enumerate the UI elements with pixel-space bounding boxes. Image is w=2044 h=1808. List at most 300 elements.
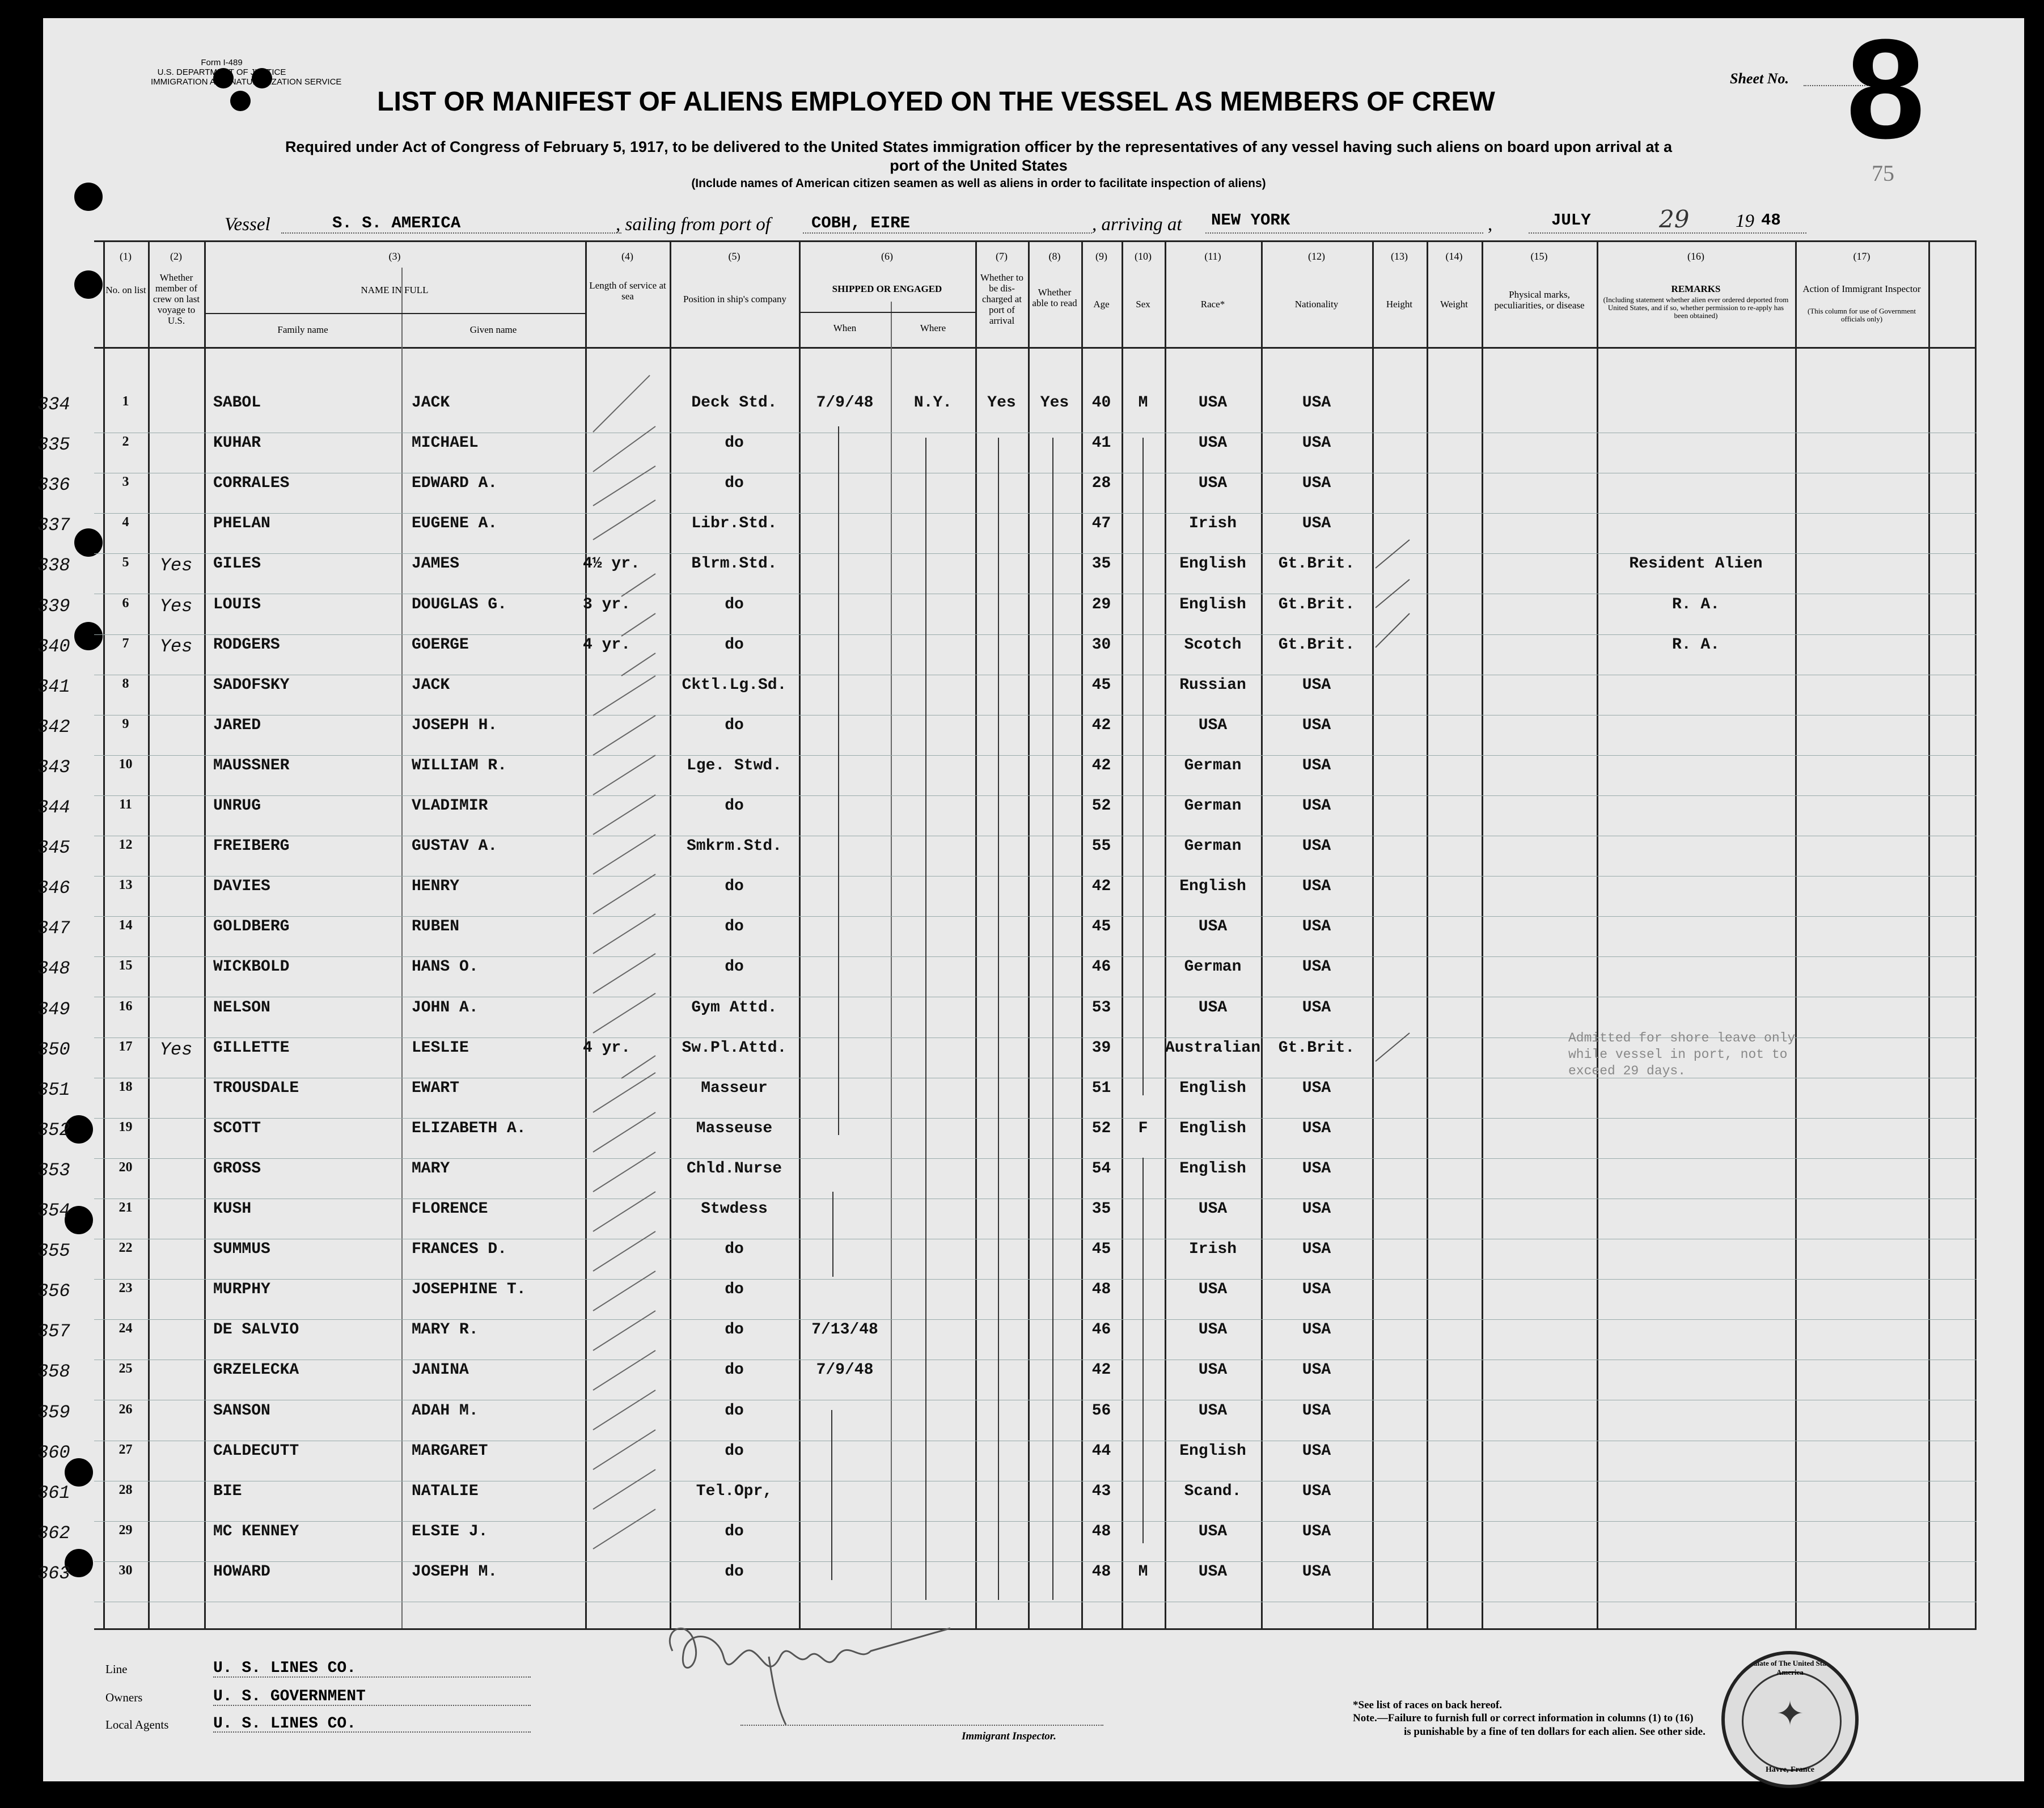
cell-race: USA <box>1198 1563 1228 1581</box>
port-from-blank <box>803 232 1092 234</box>
port-to-blank <box>1205 232 1483 234</box>
cell-race: German <box>1184 837 1242 856</box>
eagle-icon: ✦ <box>1775 1695 1805 1733</box>
col-line <box>148 240 150 1629</box>
col-head-family: Family name <box>277 324 328 335</box>
col-line <box>585 240 587 1629</box>
cell-age: 47 <box>1091 515 1111 533</box>
col-head-shipped: SHIPPED OR ENGAGED <box>832 283 942 294</box>
seal-city: Havre, France <box>1765 1765 1815 1774</box>
cell-remarks: Resident Alien <box>1629 555 1763 573</box>
cell-position: do <box>725 1240 744 1259</box>
cell-age: 56 <box>1091 1401 1111 1420</box>
cell-no: 1 <box>122 394 129 409</box>
cell-age: 42 <box>1091 756 1111 774</box>
cell-no: 17 <box>119 1039 133 1054</box>
owners-label: Owners <box>105 1691 143 1704</box>
col-num-11: (11) <box>1204 251 1221 262</box>
ditto-mark <box>1142 438 1144 1095</box>
cell-family: FREIBERG <box>213 837 290 856</box>
cell-service: 3 yr. <box>583 595 631 613</box>
races-note: *See list of races on back hereof. <box>1353 1699 1502 1711</box>
cell-position: do <box>725 918 744 936</box>
col-head-discharged: Whether to be dis-charged at port of arrival <box>980 272 1023 326</box>
cell-race: English <box>1179 1119 1246 1137</box>
punch-hole <box>74 270 103 299</box>
cell-given: JACK <box>412 676 450 694</box>
cell-race: USA <box>1198 1401 1228 1420</box>
cell-left: 343 <box>37 756 70 778</box>
cell-position: do <box>725 1522 744 1540</box>
cell-nationality: USA <box>1302 1401 1331 1420</box>
col-num-12: (12) <box>1308 251 1325 262</box>
cell-service: 4 yr. <box>583 636 631 654</box>
inspector-signature <box>655 1583 1007 1730</box>
ditto-mark <box>838 426 839 1135</box>
punch-hole <box>74 622 103 650</box>
cell-position: Smkrm.Std. <box>686 837 782 856</box>
punch-hole <box>74 528 103 557</box>
cell-age: 39 <box>1091 1039 1111 1057</box>
col-head-no: No. on list <box>105 285 146 295</box>
cell-family: JARED <box>213 716 261 734</box>
cell-family: RODGERS <box>213 636 280 654</box>
col-line <box>1122 240 1123 1629</box>
cell-where: N.Y. <box>913 394 953 412</box>
cell-left: 353 <box>37 1159 70 1181</box>
col-head-sex: Sex <box>1136 299 1150 310</box>
cell-given: JAMES <box>412 555 460 573</box>
header-bottom-border <box>94 347 1977 349</box>
cell-service: 4 yr. <box>583 1039 631 1057</box>
cell-nationality: USA <box>1302 1522 1331 1540</box>
col-num-7: (7) <box>996 251 1008 262</box>
vessel-name: S. S. AMERICA <box>332 214 461 232</box>
cell-no: 12 <box>119 837 133 853</box>
col-head-where: Where <box>920 323 946 333</box>
cell-position: Masseur <box>701 1079 768 1097</box>
col-num-13: (13) <box>1391 251 1408 262</box>
col-head-age: Age <box>1093 299 1110 310</box>
cell-given: VLADIMIR <box>412 797 488 815</box>
cell-given: GUSTAV A. <box>412 837 498 856</box>
cell-when: 7/9/48 <box>816 394 874 412</box>
cell-race: USA <box>1198 918 1228 936</box>
cell-no: 13 <box>119 878 133 893</box>
cell-left: 349 <box>37 998 70 1020</box>
manifest-sheet <box>37 10 2024 1781</box>
cell-race: English <box>1179 1159 1246 1178</box>
cell-age: 28 <box>1091 475 1111 493</box>
cell-no: 3 <box>122 475 129 490</box>
cell-race: English <box>1179 1079 1246 1097</box>
cell-age: 46 <box>1091 1321 1111 1339</box>
row-rule <box>94 513 1977 514</box>
cell-left: 350 <box>37 1039 70 1060</box>
col-num-16: (16) <box>1687 251 1704 262</box>
row-rule <box>94 1158 1977 1159</box>
cell-left: 347 <box>37 918 70 939</box>
seal-text: Consulate of The United States of America <box>1737 1659 1843 1676</box>
ditto-mark <box>1142 1158 1144 1543</box>
cell-nationality: Gt.Brit. <box>1278 555 1355 573</box>
cell-no: 23 <box>119 1281 133 1296</box>
cell-given: HANS O. <box>412 958 479 976</box>
cell-family: MAUSSNER <box>213 756 290 774</box>
cell-left: 334 <box>37 394 70 415</box>
form-department: U.S. DEPARTMENT OF JUSTICE <box>157 67 286 77</box>
cell-age: 48 <box>1091 1281 1111 1299</box>
year-prefix: 19 <box>1736 211 1754 231</box>
cell-no: 18 <box>119 1079 133 1094</box>
col-num-4: (4) <box>621 251 633 262</box>
cell-position: do <box>725 958 744 976</box>
cell-nationality: USA <box>1302 434 1331 452</box>
row-rule <box>94 876 1977 877</box>
cell-no: 7 <box>122 636 129 651</box>
cell-family: MURPHY <box>213 1281 270 1299</box>
cell-left: 362 <box>37 1522 70 1544</box>
cell-family: GRZELECKA <box>213 1361 299 1379</box>
cell-race: Irish <box>1188 1240 1237 1259</box>
cell-race: German <box>1184 797 1242 815</box>
cell-family: UNRUG <box>213 797 261 815</box>
cell-nationality: Gt.Brit. <box>1278 1039 1355 1057</box>
cell-read: Yes <box>1040 394 1069 412</box>
cell-given: JOSEPH M. <box>412 1563 498 1581</box>
col-line <box>1928 240 1930 1629</box>
cell-no: 28 <box>119 1482 133 1497</box>
cell-family: SUMMUS <box>213 1240 270 1259</box>
cell-prev: Yes <box>159 1039 193 1060</box>
cell-given: FRANCES D. <box>412 1240 507 1259</box>
cell-family: SADOFSKY <box>213 676 290 694</box>
cell-age: 45 <box>1091 1240 1111 1259</box>
col-num-14: (14) <box>1445 251 1463 262</box>
cell-race: English <box>1179 878 1246 896</box>
cell-no: 16 <box>119 998 133 1014</box>
cell-position: Blrm.Std. <box>691 555 777 573</box>
line-value: U. S. LINES CO. <box>213 1659 357 1677</box>
cell-position: do <box>725 797 744 815</box>
col-line <box>1028 240 1030 1629</box>
arriving-label: , arriving at <box>1092 214 1182 235</box>
cell-given: DOUGLAS G. <box>412 595 507 613</box>
col-head-remarks-sub: (Including statement whether alien ever ordered deported from United States, and if so, whether permission to re-apply has been obtained) <box>1603 295 1789 320</box>
cell-left: 345 <box>37 837 70 859</box>
consulate-seal <box>1721 1651 1859 1788</box>
cell-no: 27 <box>119 1442 133 1457</box>
cell-family: GROSS <box>213 1159 261 1178</box>
ditto-mark <box>832 1192 833 1277</box>
cell-position: Stwdess <box>701 1200 768 1218</box>
cell-when: 7/13/48 <box>811 1321 878 1339</box>
cell-given: NATALIE <box>412 1482 479 1500</box>
cell-race: USA <box>1198 475 1228 493</box>
cell-race: USA <box>1198 1200 1228 1218</box>
punch-hole <box>74 183 103 211</box>
col-head-read: Whether able to read <box>1032 287 1077 308</box>
cell-age: 35 <box>1091 555 1111 573</box>
cell-no: 21 <box>119 1200 133 1215</box>
form-number: Form I-489 <box>201 58 243 67</box>
ditto-mark <box>831 1410 832 1580</box>
cell-race: USA <box>1198 998 1228 1017</box>
cell-given: MARGARET <box>412 1442 488 1460</box>
subtitle-line-2: port of the United States <box>890 157 1068 174</box>
cell-race: Scand. <box>1184 1482 1242 1500</box>
shore-leave-line-2: while vessel in port, not to <box>1568 1047 1788 1062</box>
row-rule <box>94 553 1977 554</box>
vessel-blank <box>281 232 621 234</box>
cell-prev: Yes <box>159 636 193 657</box>
cell-nationality: USA <box>1302 878 1331 896</box>
col-line <box>1975 240 1977 1629</box>
cell-left: 337 <box>37 515 70 536</box>
cell-left: 352 <box>37 1119 70 1141</box>
cell-age: 41 <box>1091 434 1111 452</box>
cell-left: 354 <box>37 1200 70 1221</box>
cell-nationality: USA <box>1302 515 1331 533</box>
cell-family: BIE <box>213 1482 242 1500</box>
shore-leave-line-3: exceed 29 days. <box>1568 1064 1686 1078</box>
cell-position: Deck Std. <box>691 394 777 412</box>
arrival-month: JULY <box>1551 211 1591 230</box>
cell-age: 48 <box>1091 1522 1111 1540</box>
cell-no: 9 <box>122 716 129 731</box>
col-head-when: When <box>833 323 857 333</box>
cell-race: USA <box>1198 394 1228 412</box>
cell-race: USA <box>1198 1281 1228 1299</box>
cell-given: ADAH M. <box>412 1401 479 1420</box>
cell-left: 356 <box>37 1281 70 1302</box>
cell-race: Irish <box>1188 515 1237 533</box>
cell-left: 358 <box>37 1361 70 1383</box>
cell-family: CORRALES <box>213 475 290 493</box>
cell-position: do <box>725 1281 744 1299</box>
cell-family: GOLDBERG <box>213 918 290 936</box>
col-head-weight: Weight <box>1440 299 1468 310</box>
cell-age: 52 <box>1091 1119 1111 1137</box>
cell-given: WILLIAM R. <box>412 756 507 774</box>
form-service: IMMIGRATION AND NATURALIZATION SERVICE <box>151 77 342 87</box>
cell-race: USA <box>1198 1522 1228 1540</box>
cell-nationality: USA <box>1302 797 1331 815</box>
cell-no: 10 <box>119 756 133 772</box>
cell-left: 359 <box>37 1401 70 1423</box>
cell-position: Tel.Opr, <box>696 1482 773 1500</box>
cell-position: do <box>725 1442 744 1460</box>
cell-family: WICKBOLD <box>213 958 290 976</box>
cell-position: Cktl.Lg.Sd. <box>682 676 787 694</box>
cell-race: English <box>1179 595 1246 613</box>
cell-given: MARY <box>412 1159 450 1178</box>
cell-given: EDWARD A. <box>412 475 498 493</box>
year-suffix: 48 <box>1761 211 1781 230</box>
cell-race: English <box>1179 1442 1246 1460</box>
agents-value: U. S. LINES CO. <box>213 1715 357 1733</box>
cell-given: JOSEPHINE T. <box>412 1281 526 1299</box>
cell-race: Australian <box>1165 1039 1261 1057</box>
cell-family: TROUSDALE <box>213 1079 299 1097</box>
cell-position: do <box>725 878 744 896</box>
cell-nationality: USA <box>1302 1482 1331 1500</box>
cell-family: PHELAN <box>213 515 270 533</box>
col-num-5: (5) <box>728 251 740 262</box>
cell-age: 45 <box>1091 676 1111 694</box>
cell-race: German <box>1184 958 1242 976</box>
cell-nationality: Gt.Brit. <box>1278 636 1355 654</box>
cell-left: 342 <box>37 716 70 738</box>
inspector-label: Immigrant Inspector. <box>962 1730 1056 1742</box>
col-num-2: (2) <box>170 251 182 262</box>
cell-nationality: USA <box>1302 918 1331 936</box>
cell-given: LESLIE <box>412 1039 469 1057</box>
shipped-sub-divider <box>799 312 975 313</box>
page-title: LIST OR MANIFEST OF ALIENS EMPLOYED ON THE VESSEL AS MEMBERS OF CREW <box>377 87 1495 117</box>
cell-no: 19 <box>119 1119 133 1134</box>
cell-nationality: USA <box>1302 958 1331 976</box>
cell-age: 35 <box>1091 1200 1111 1218</box>
cell-left: 341 <box>37 676 70 697</box>
cell-sex: M <box>1138 394 1148 412</box>
cell-age: 42 <box>1091 878 1111 896</box>
cell-race: Russian <box>1179 676 1246 694</box>
line-label: Line <box>105 1662 128 1676</box>
cell-race: USA <box>1198 1321 1228 1339</box>
cell-left: 360 <box>37 1442 70 1463</box>
cell-race: English <box>1179 555 1246 573</box>
cell-age: 45 <box>1091 918 1111 936</box>
cell-position: do <box>725 434 744 452</box>
cell-given: ELSIE J. <box>412 1522 488 1540</box>
cell-nationality: USA <box>1302 475 1331 493</box>
cell-nationality: USA <box>1302 676 1331 694</box>
cell-given: EUGENE A. <box>412 515 498 533</box>
cell-position: do <box>725 636 744 654</box>
cell-position: Gym Attd. <box>691 998 777 1017</box>
cell-race: Scotch <box>1184 636 1242 654</box>
cell-nationality: USA <box>1302 1200 1331 1218</box>
col-num-15: (15) <box>1530 251 1548 262</box>
cell-no: 15 <box>119 958 133 973</box>
cell-left: 338 <box>37 555 70 577</box>
cell-nationality: Gt.Brit. <box>1278 595 1355 613</box>
cell-nationality: USA <box>1302 998 1331 1017</box>
row-rule <box>94 956 1977 957</box>
port-from: COBH, EIRE <box>811 214 911 232</box>
col-head-action-sub: (This column for use of Government officials only) <box>1808 307 1916 323</box>
cell-left: 346 <box>37 878 70 899</box>
col-line <box>975 240 977 1629</box>
col-line <box>1482 240 1483 1629</box>
row-rule <box>94 755 1977 756</box>
cell-remarks: R. A. <box>1671 595 1720 613</box>
cell-prev: Yes <box>159 595 193 617</box>
row-rule <box>94 1279 1977 1280</box>
cell-left: 351 <box>37 1079 70 1100</box>
subtitle-line-1: Required under Act of Congress of February 5, 1917, to be delivered to the United States immigration officer by the representatives of any vessel having such aliens on board upon arrival at a <box>285 138 1673 155</box>
col-line <box>1597 240 1598 1629</box>
col-line <box>891 302 892 1628</box>
cell-nationality: USA <box>1302 1079 1331 1097</box>
cell-no: 24 <box>119 1321 133 1336</box>
cell-discharged: Yes <box>987 394 1016 412</box>
cell-nationality: USA <box>1302 1442 1331 1460</box>
sailing-label: , sailing from port of <box>616 214 771 235</box>
cell-nationality: USA <box>1302 756 1331 774</box>
table-bottom-border <box>94 1628 1977 1630</box>
cell-prev: Yes <box>159 555 193 577</box>
col-line <box>401 268 403 1628</box>
cell-family: GILLETTE <box>213 1039 290 1057</box>
col-num-17: (17) <box>1853 251 1871 262</box>
col-head-remarks: REMARKS <box>1671 283 1721 294</box>
cell-family: SANSON <box>213 1401 270 1420</box>
cell-age: 40 <box>1091 394 1111 412</box>
col-head-physical: Physical marks, peculiarities, or disease <box>1494 289 1585 311</box>
sheet-label: Sheet No. <box>1730 70 1789 87</box>
cell-left: 363 <box>37 1563 70 1584</box>
cell-left: 339 <box>37 595 70 617</box>
arrival-day: 29 <box>1659 205 1690 233</box>
agents-label: Local Agents <box>105 1718 169 1731</box>
cell-given: ELIZABETH A. <box>412 1119 526 1137</box>
table-top-border <box>94 240 1977 242</box>
cell-position: do <box>725 475 744 493</box>
cell-nationality: USA <box>1302 394 1331 412</box>
cell-position: do <box>725 595 744 613</box>
vessel-label: Vessel <box>225 214 270 235</box>
cell-age: 44 <box>1091 1442 1111 1460</box>
col-num-1: (1) <box>120 251 132 262</box>
col-head-action: Action of Immigrant Inspector <box>1802 283 1921 294</box>
col-num-9: (9) <box>1095 251 1107 262</box>
service-slash-marks <box>587 370 670 1617</box>
cell-left: 348 <box>37 958 70 980</box>
cell-no: 6 <box>122 595 129 611</box>
cell-age: 55 <box>1091 837 1111 856</box>
cell-left: 336 <box>37 475 70 496</box>
cell-position: do <box>725 1401 744 1420</box>
cell-race: USA <box>1198 716 1228 734</box>
cell-position: do <box>725 1563 744 1581</box>
cell-sex: M <box>1138 1563 1148 1581</box>
name-sub-divider <box>204 313 585 314</box>
cell-age: 43 <box>1091 1482 1111 1500</box>
comma: , <box>1488 214 1493 235</box>
cell-age: 42 <box>1091 716 1111 734</box>
cell-nationality: USA <box>1302 1321 1331 1339</box>
cell-no: 11 <box>119 797 132 812</box>
cell-family: KUSH <box>213 1200 252 1218</box>
cell-nationality: USA <box>1302 1361 1331 1379</box>
cell-age: 48 <box>1091 1563 1111 1581</box>
row-rule <box>94 1521 1977 1522</box>
check-marks <box>1370 528 1438 1095</box>
col-head-prev-voyage: Whether member of crew on last voyage to U.S. <box>153 272 200 326</box>
cell-left: 335 <box>37 434 70 456</box>
cell-age: 53 <box>1091 998 1111 1017</box>
cell-remarks: R. A. <box>1671 636 1720 654</box>
col-head-race: Race* <box>1200 299 1225 310</box>
cell-given: MICHAEL <box>412 434 479 452</box>
cell-given: HENRY <box>412 878 460 896</box>
cell-age: 46 <box>1091 958 1111 976</box>
col-line <box>799 240 801 1629</box>
row-rule <box>94 916 1977 917</box>
cell-nationality: USA <box>1302 1119 1331 1137</box>
